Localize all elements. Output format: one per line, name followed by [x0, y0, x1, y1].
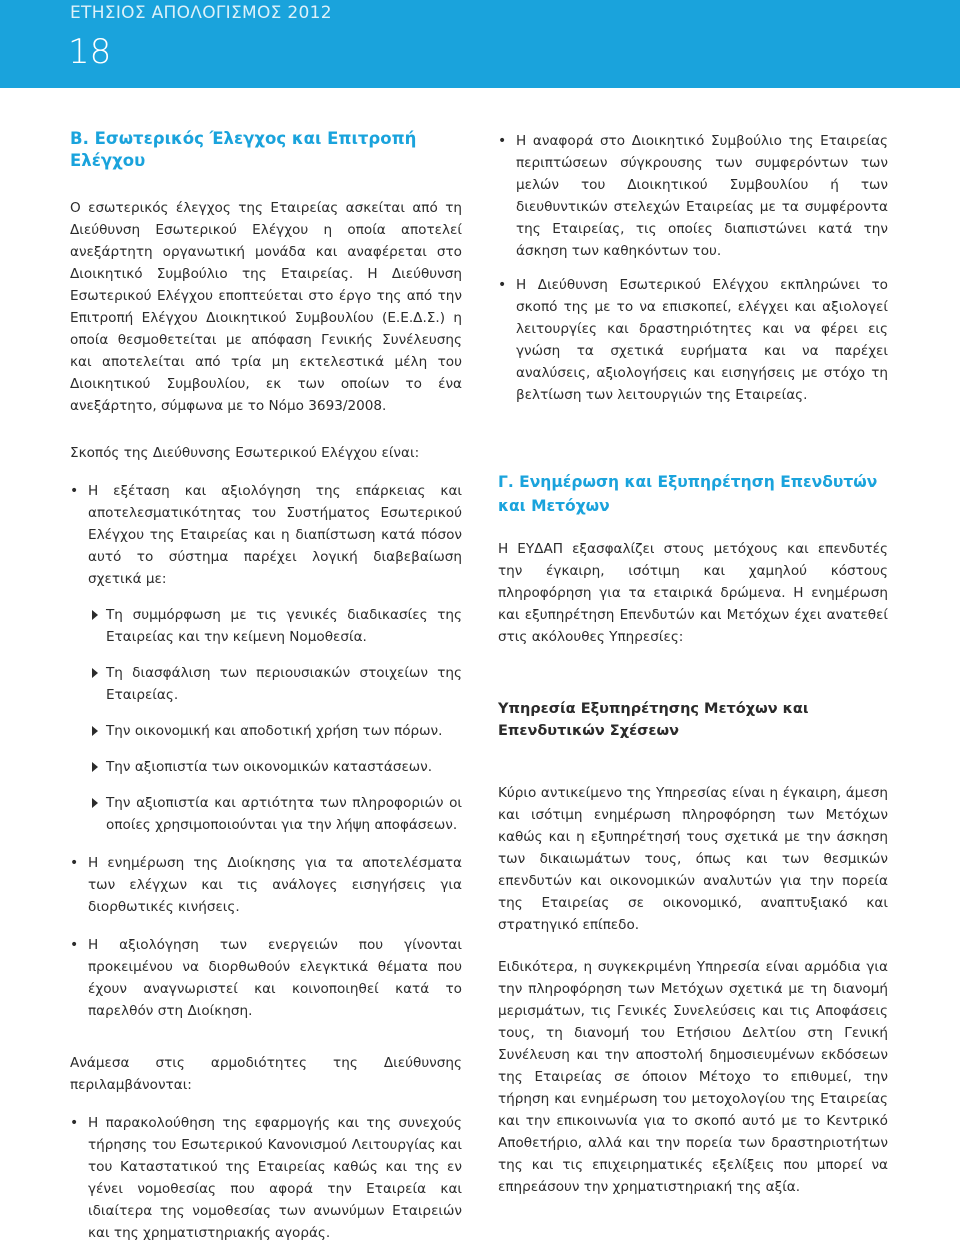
- section-c-paragraph: Η ΕΥΔΑΠ εξασφαλίζει στους μετόχους και επενδυτές την έγκαιρη, ισότιμη και χαμηλού κόστους πληροφόρηση για τα εταιρικά δρώμενα. Η ενημέρωση και εξυπηρέτηση Επενδυτών και Μετόχων έχει ανατεθεί στις ακόλουθες Υπηρεσίες:: [498, 541, 888, 645]
- list-item: • Η αξιολόγηση των ενεργειών που γίνονται προκειμένου να διορθωθούν ελεγκτικά θέματα που έχουν αναγνωριστεί και κοινοποιηθεί κατά το παρελθόν στη Διοίκηση.: [70, 934, 462, 1022]
- right-top-bullets: [498, 130, 888, 406]
- report-title: ΕΤΗΣΙΟΣ ΑΠΟΛΟΓΙΣΜΟΣ 2012: [70, 3, 332, 23]
- sub-list-item: Τη συμμόρφωση με τις γενικές διαδικασίες της Εταιρείας και την κείμενη Νομοθεσία.: [88, 604, 462, 648]
- page-number: 18: [68, 32, 112, 72]
- list-item: • Η Διεύθυνση Εσωτερικού Ελέγχου εκπληρώνει το σκοπό της με το να επισκοπεί, ελέγχει και αξιολογεί λειτουργίες και δραστηριότητες και να φέρει εις γνώση τα σχετικά ευρήματα και να παρέχει αναλύσεις, αξιολογήσεις και εισηγήσεις με στόχο τη βελτίωση των λειτουργιών της Εταιρείας.: [498, 274, 888, 406]
- section-c-heading: Γ. Ενημέρωση και Εξυπηρέτηση Επενδυτών και Μετόχων: [498, 473, 878, 515]
- sub-list-item: Τη διασφάλιση των περιουσιακών στοιχείων της Εταιρείας.: [88, 662, 462, 706]
- section-c-subheading: Υπηρεσία Εξυπηρέτησης Μετόχων και Επενδυτικών Σχέσεων: [498, 701, 809, 739]
- section-c-paragraph-3: Ειδικότερα, η συγκεκριμένη Υπηρεσία είναι αρμόδια για την πληροφόρηση των Μετόχων σχετικά με τη διανομή μερισμάτων, τις Γενικές Συνελεύσεις και τις Αποφάσεις τους, τη διανομή του Ετήσιου Δελτίου στη Γενική Συνέλευση και την αποστολή δημοσιευμένων εκδόσεων της Εταιρείας σε όποιον Μέτοχο το επιθυμεί, την τήρηση και ενημέρωση του μετοχολογίου της Εταιρείας και την επικοινωνία για το σκοπό αυτό με το Κεντρικό Αποθετήριο, αλλά και την πορεία των δραστηριοτήτων της και τις επιχειρηματικές εξελίξεις που μπορεί να επηρεάσουν την χρηματιστηριακή της αξία.: [498, 959, 888, 1195]
- list-item: • Η αναφορά στο Διοικητικό Συμβούλιο της Εταιρείας περιπτώσεων σύγκρουσης των συμφερόντων των μελών του Διοικητικού Συμβουλίου ή των διευθυντικών στελεχών Εταιρείας με τα συμφέροντα της Εταιρείας, τις οποίες διαπιστώνει κατά την άσκηση των καθηκόντων του.: [498, 130, 888, 262]
- sub-list-item: Την οικονομική και αποδοτική χρήση των πόρων.: [88, 720, 462, 742]
- section-b-heading: Β. Εσωτερικός Έλεγχος και Επιτροπή Ελέγχου: [70, 129, 417, 170]
- purpose-section: [70, 442, 462, 1244]
- sub-list-item: Την αξιοπιστία και αρτιότητα των πληροφοριών οι οποίες χρησιμοποιούνται για την λήψη αποφάσεων.: [88, 792, 462, 836]
- section-b-paragraph: Ο εσωτερικός έλεγχος της Εταιρείας ασκείται από τη Διεύθυνση Εσωτερικού Ελέγχου η οποία αποτελεί ανεξάρτητη οργανωτική μονάδα και αναφέρεται στο Διοικητικό Συμβούλιο της Εταιρείας. Η Διεύθυνση Εσωτερικού Ελέγχου εποπτεύεται στο έργο της από την Επιτροπή Ελέγχου Διοικητικού Συμβουλίου (Ε.Ε.Δ.Σ.) η οποία θεσμοθετείται με απόφαση Γενικής Συνέλευσης και αποτελείται από τρία μη εκτελεστικά μέλη του Διοικητικού Συμβουλίου, εκ των οποίων το ένα ανεξάρτητο, σύμφωνα με το Νόμο 3693/2008.: [70, 200, 462, 414]
- section-b: [70, 128, 462, 417]
- list-item: • Η ενημέρωση της Διοίκησης για τα αποτελέσματα των ελέγχων και τις ανάλογες εισηγήσεις για διορθωτικές κινήσεις.: [70, 852, 462, 918]
- sub-list: [70, 604, 462, 836]
- section-c: [498, 470, 888, 1198]
- sub-list-item: Την αξιοπιστία των οικονομικών καταστάσεων.: [88, 756, 462, 778]
- section-c-paragraph-2: Κύριο αντικείμενο της Υπηρεσίας είναι η έγκαιρη, άμεση και ισότιμη ενημέρωση πληροφόρηση των Μετόχων καθώς και η εξυπηρέτησή τους σχετικά με την άσκηση των δικαιωμάτων τους, όπως και των θεσμικών επενδυτών και οικονομικών αναλυτών για την πορεία της Εταιρείας σε οικονομικό, αναπτυξιακό και στρατηγικό επίπεδο.: [498, 785, 888, 933]
- purpose-intro: Σκοπός της Διεύθυνσης Εσωτερικού Ελέγχου είναι:: [70, 445, 420, 461]
- list-item: • Η παρακολούθηση της εφαρμογής και της συνεχούς τήρησης του Εσωτερικού Κανονισμού Λειτουργίας και του Καταστατικού της Εταιρείας καθώς και της εν γένει νομοθεσίας που αφορά την Εταιρεία και ιδιαίτερα της νομοθεσίας των ανωνύμων Εταιρειών και της χρηματιστηριακής αγοράς.: [70, 1112, 462, 1244]
- list-item: • Η εξέταση και αξιολόγηση της επάρκειας και αποτελεσματικότητας του Συστήματος Εσωτερικού Ελέγχου της Εταιρείας και η διαπίστωση κατά πόσον αυτό το σύστημα παρέχει λογική διαβεβαίωση σχετικά με:: [70, 480, 462, 590]
- responsibilities-intro: Ανάμεσα στις αρμοδιότητες της Διεύθυνσης περιλαμβάνονται:: [70, 1055, 462, 1093]
